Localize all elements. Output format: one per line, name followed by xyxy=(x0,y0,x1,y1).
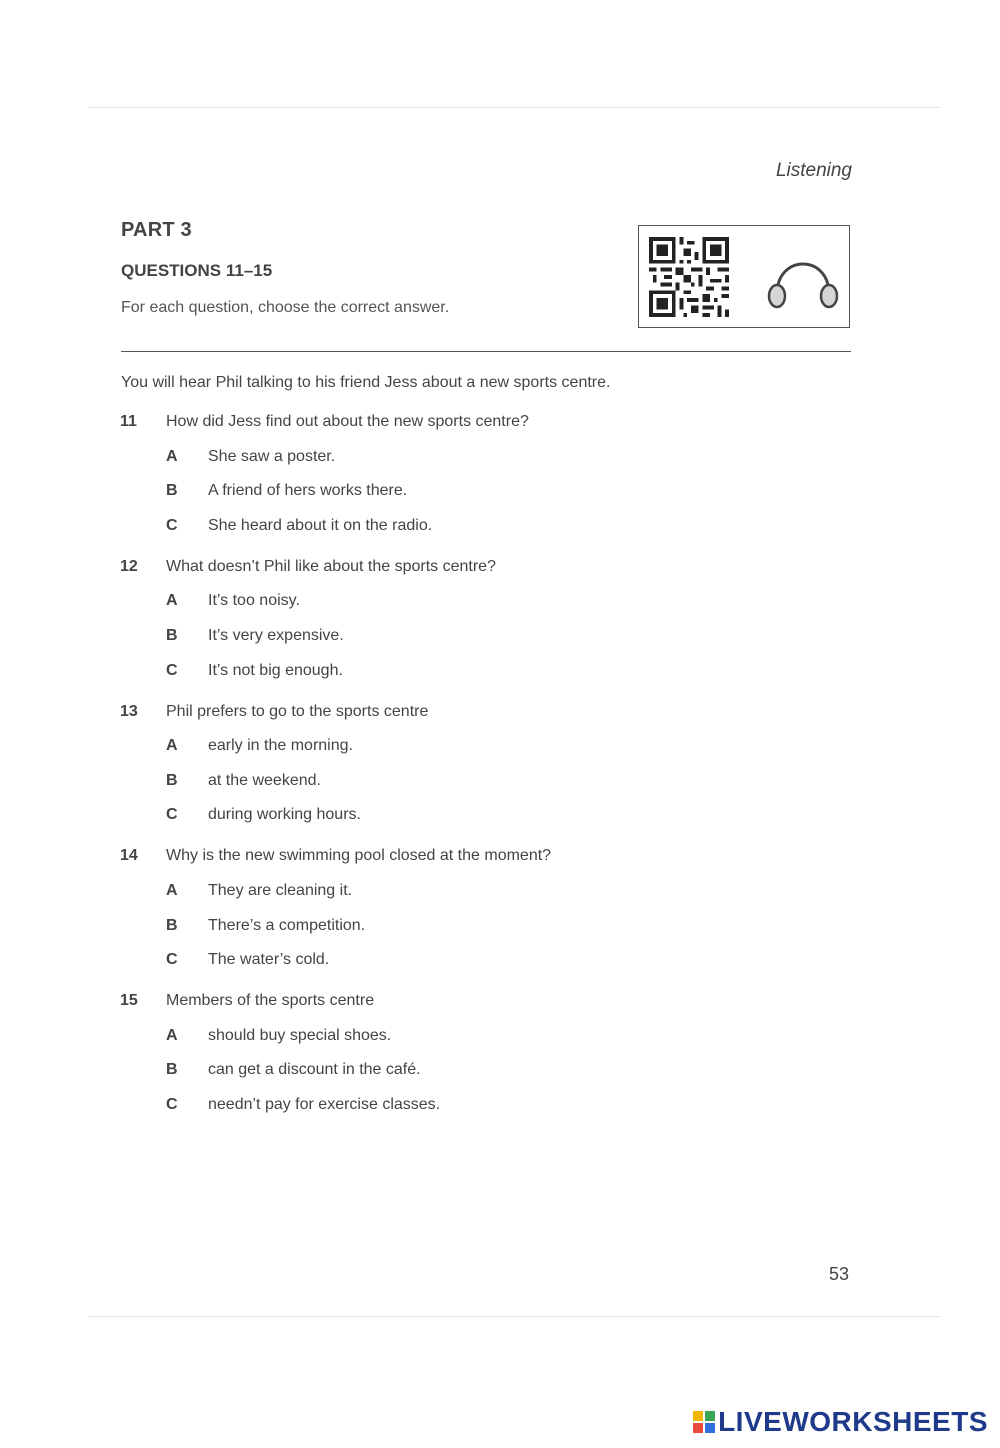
option-text: at the weekend. xyxy=(208,771,321,789)
option-letter: C xyxy=(166,516,178,534)
question-number: 13 xyxy=(120,702,138,720)
option-text: The water’s cold. xyxy=(208,951,330,969)
option-letter: A xyxy=(166,1026,178,1044)
brand-name: LIVEWORKSHEETS xyxy=(718,1406,988,1437)
question-15 xyxy=(120,990,860,1116)
headphones-icon xyxy=(763,244,843,314)
option-letter: A xyxy=(166,737,178,755)
option-c[interactable] xyxy=(120,949,860,971)
audio-box xyxy=(638,225,850,328)
question-13 xyxy=(120,701,860,827)
option-b[interactable] xyxy=(120,1059,860,1081)
option-c[interactable] xyxy=(120,660,860,682)
option-b[interactable] xyxy=(120,770,860,792)
option-text: during working hours. xyxy=(208,806,361,824)
option-text: needn’t pay for exercise classes. xyxy=(208,1095,441,1113)
questions-range: QUESTIONS 11–15 xyxy=(121,261,273,280)
option-text: It’s very expensive. xyxy=(208,626,344,644)
question-12 xyxy=(120,556,860,682)
question-text: Why is the new swimming pool closed at the moment? xyxy=(166,847,552,865)
option-text: There’s a competition. xyxy=(208,916,366,934)
question-number: 14 xyxy=(120,847,138,865)
option-text: She saw a poster. xyxy=(208,447,336,465)
question-list xyxy=(120,411,860,1135)
option-text: should buy special shoes. xyxy=(208,1026,392,1044)
section-divider xyxy=(121,351,851,352)
option-letter: A xyxy=(166,881,178,899)
option-letter: B xyxy=(166,771,178,789)
option-text: It’s not big enough. xyxy=(208,661,343,679)
instruction-text: For each question, choose the correct answer. xyxy=(121,299,450,316)
option-text: They are cleaning it. xyxy=(208,881,353,899)
question-text: How did Jess find out about the new sports centre? xyxy=(166,413,529,430)
option-b[interactable] xyxy=(120,915,860,937)
question-text: What doesn’t Phil like about the sports centre? xyxy=(166,557,496,575)
option-c[interactable] xyxy=(120,515,860,537)
option-letter: B xyxy=(166,1061,178,1079)
option-a[interactable] xyxy=(120,735,860,757)
option-b[interactable] xyxy=(120,625,860,647)
option-b[interactable] xyxy=(120,480,860,502)
option-a[interactable] xyxy=(120,590,860,612)
option-text: early in the morning. xyxy=(208,737,353,755)
option-letter: B xyxy=(166,916,178,934)
page-number: 53 xyxy=(828,1264,849,1284)
option-text: A friend of hers works there. xyxy=(208,482,408,500)
question-text: Phil prefers to go to the sports centre xyxy=(166,702,429,720)
option-text: It’s too noisy. xyxy=(208,592,300,610)
qr-code-icon[interactable] xyxy=(649,236,729,318)
liveworksheets-icon xyxy=(692,1410,716,1434)
question-14 xyxy=(120,845,860,971)
question-11 xyxy=(120,411,860,537)
option-text: can get a discount in the café. xyxy=(208,1061,421,1079)
question-number: 15 xyxy=(120,992,138,1010)
intro-text: You will hear Phil talking to his friend Jess about a new sports centre. xyxy=(121,374,611,391)
top-rule xyxy=(88,107,940,108)
option-a[interactable] xyxy=(120,446,860,468)
option-letter: C xyxy=(166,806,178,824)
liveworksheets-logo[interactable] xyxy=(692,1406,988,1438)
part-title: PART 3 xyxy=(121,219,192,241)
option-letter: A xyxy=(166,447,178,465)
option-c[interactable] xyxy=(120,1094,860,1116)
option-letter: C xyxy=(166,1095,178,1113)
option-text: She heard about it on the radio. xyxy=(208,516,433,534)
option-letter: B xyxy=(166,626,178,644)
option-letter: B xyxy=(166,482,178,500)
option-letter: C xyxy=(166,951,178,969)
section-label: Listening xyxy=(775,160,852,181)
option-a[interactable] xyxy=(120,1025,860,1047)
option-c[interactable] xyxy=(120,804,860,826)
question-text: Members of the sports centre xyxy=(166,992,375,1010)
option-letter: A xyxy=(166,592,178,610)
question-number: 11 xyxy=(120,413,137,430)
question-number: 12 xyxy=(120,557,138,575)
option-letter: C xyxy=(166,661,178,679)
option-a[interactable] xyxy=(120,880,860,902)
bottom-rule xyxy=(88,1316,940,1317)
